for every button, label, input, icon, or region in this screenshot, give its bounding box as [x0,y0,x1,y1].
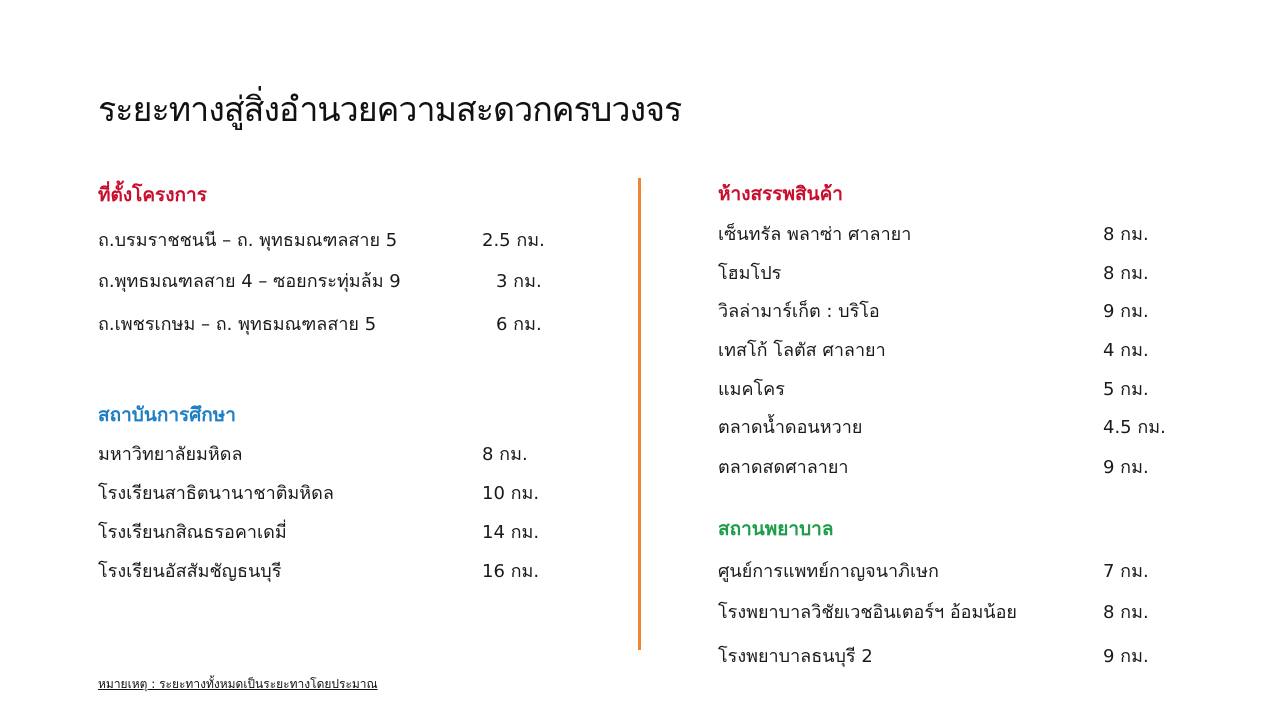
distance-value: 14 กม. [482,522,540,543]
section-heading-malls: ห้างสรรพสินค้า [718,183,843,205]
place-name: ตลาดสดศาลายา [718,457,849,478]
distance-value: 9 กม. [1103,457,1149,478]
section-heading-project: ที่ตั้งโครงการ [98,184,207,206]
place-name: โรงเรียนอัสสัมชัญธนบุรี [98,561,282,582]
distance-value: 6 กม. [496,314,542,335]
place-name: โรงพยาบาลธนบุรี 2 [718,646,873,667]
place-name: โรงเรียนสาธิตนานาชาติมหิดล [98,483,334,504]
distance-value: 8 กม. [482,444,528,465]
distance-value: 8 กม. [1103,263,1149,284]
distance-value: 4.5 กม. [1103,417,1166,438]
column-divider [638,178,641,650]
distance-value: 8 กม. [1103,602,1149,623]
place-name: เซ็นทรัล พลาซ่า ศาลายา [718,224,912,245]
distance-value: 9 กม. [1103,646,1149,667]
distance-value: 9 กม. [1103,301,1149,322]
place-name: ถ.บรมราชชนนี – ถ. พุทธมณฑลสาย 5 [98,230,398,251]
distance-value: 8 กม. [1103,224,1149,245]
distance-value: 7 กม. [1103,561,1149,582]
place-name: ตลาดน้ำดอนหวาย [718,417,863,438]
place-name: แมคโคร [718,379,785,400]
distance-value: 4 กม. [1103,340,1149,361]
place-name: ถ.พุทธมณฑลสาย 4 – ซอยกระทุ่มล้ม 9 [98,271,401,292]
place-name: วิลล่ามาร์เก็ต : บริโอ [718,301,880,322]
section-heading-education: สถาบันการศึกษา [98,404,236,426]
distance-value: 10 กม. [482,483,540,504]
place-name: มหาวิทยาลัยมหิดล [98,444,243,465]
place-name: เทสโก้ โลตัส ศาลายา [718,340,886,361]
footnote: หมายเหตุ : ระยะทางทั้งหมดเป็นระยะทางโดยประมาณ [98,677,378,691]
section-heading-hospitals: สถานพยาบาล [718,518,834,540]
place-name: โรงพยาบาลวิชัยเวชอินเตอร์ฯ อ้อมน้อย [718,602,1017,623]
place-name: โฮมโปร [718,263,782,284]
distance-value: 2.5 กม. [482,230,545,251]
place-name: ถ.เพชรเกษม – ถ. พุทธมณฑลสาย 5 [98,314,377,335]
distance-value: 16 กม. [482,561,540,582]
page-title: ระยะทางสู่สิ่งอำนวยความสะดวกครบวงจร [98,90,682,130]
distance-value: 5 กม. [1103,379,1149,400]
place-name: ศูนย์การแพทย์กาญจนาภิเษก [718,561,939,582]
place-name: โรงเรียนกสิณธรอคาเดมี่ [98,522,287,543]
distance-value: 3 กม. [496,271,542,292]
